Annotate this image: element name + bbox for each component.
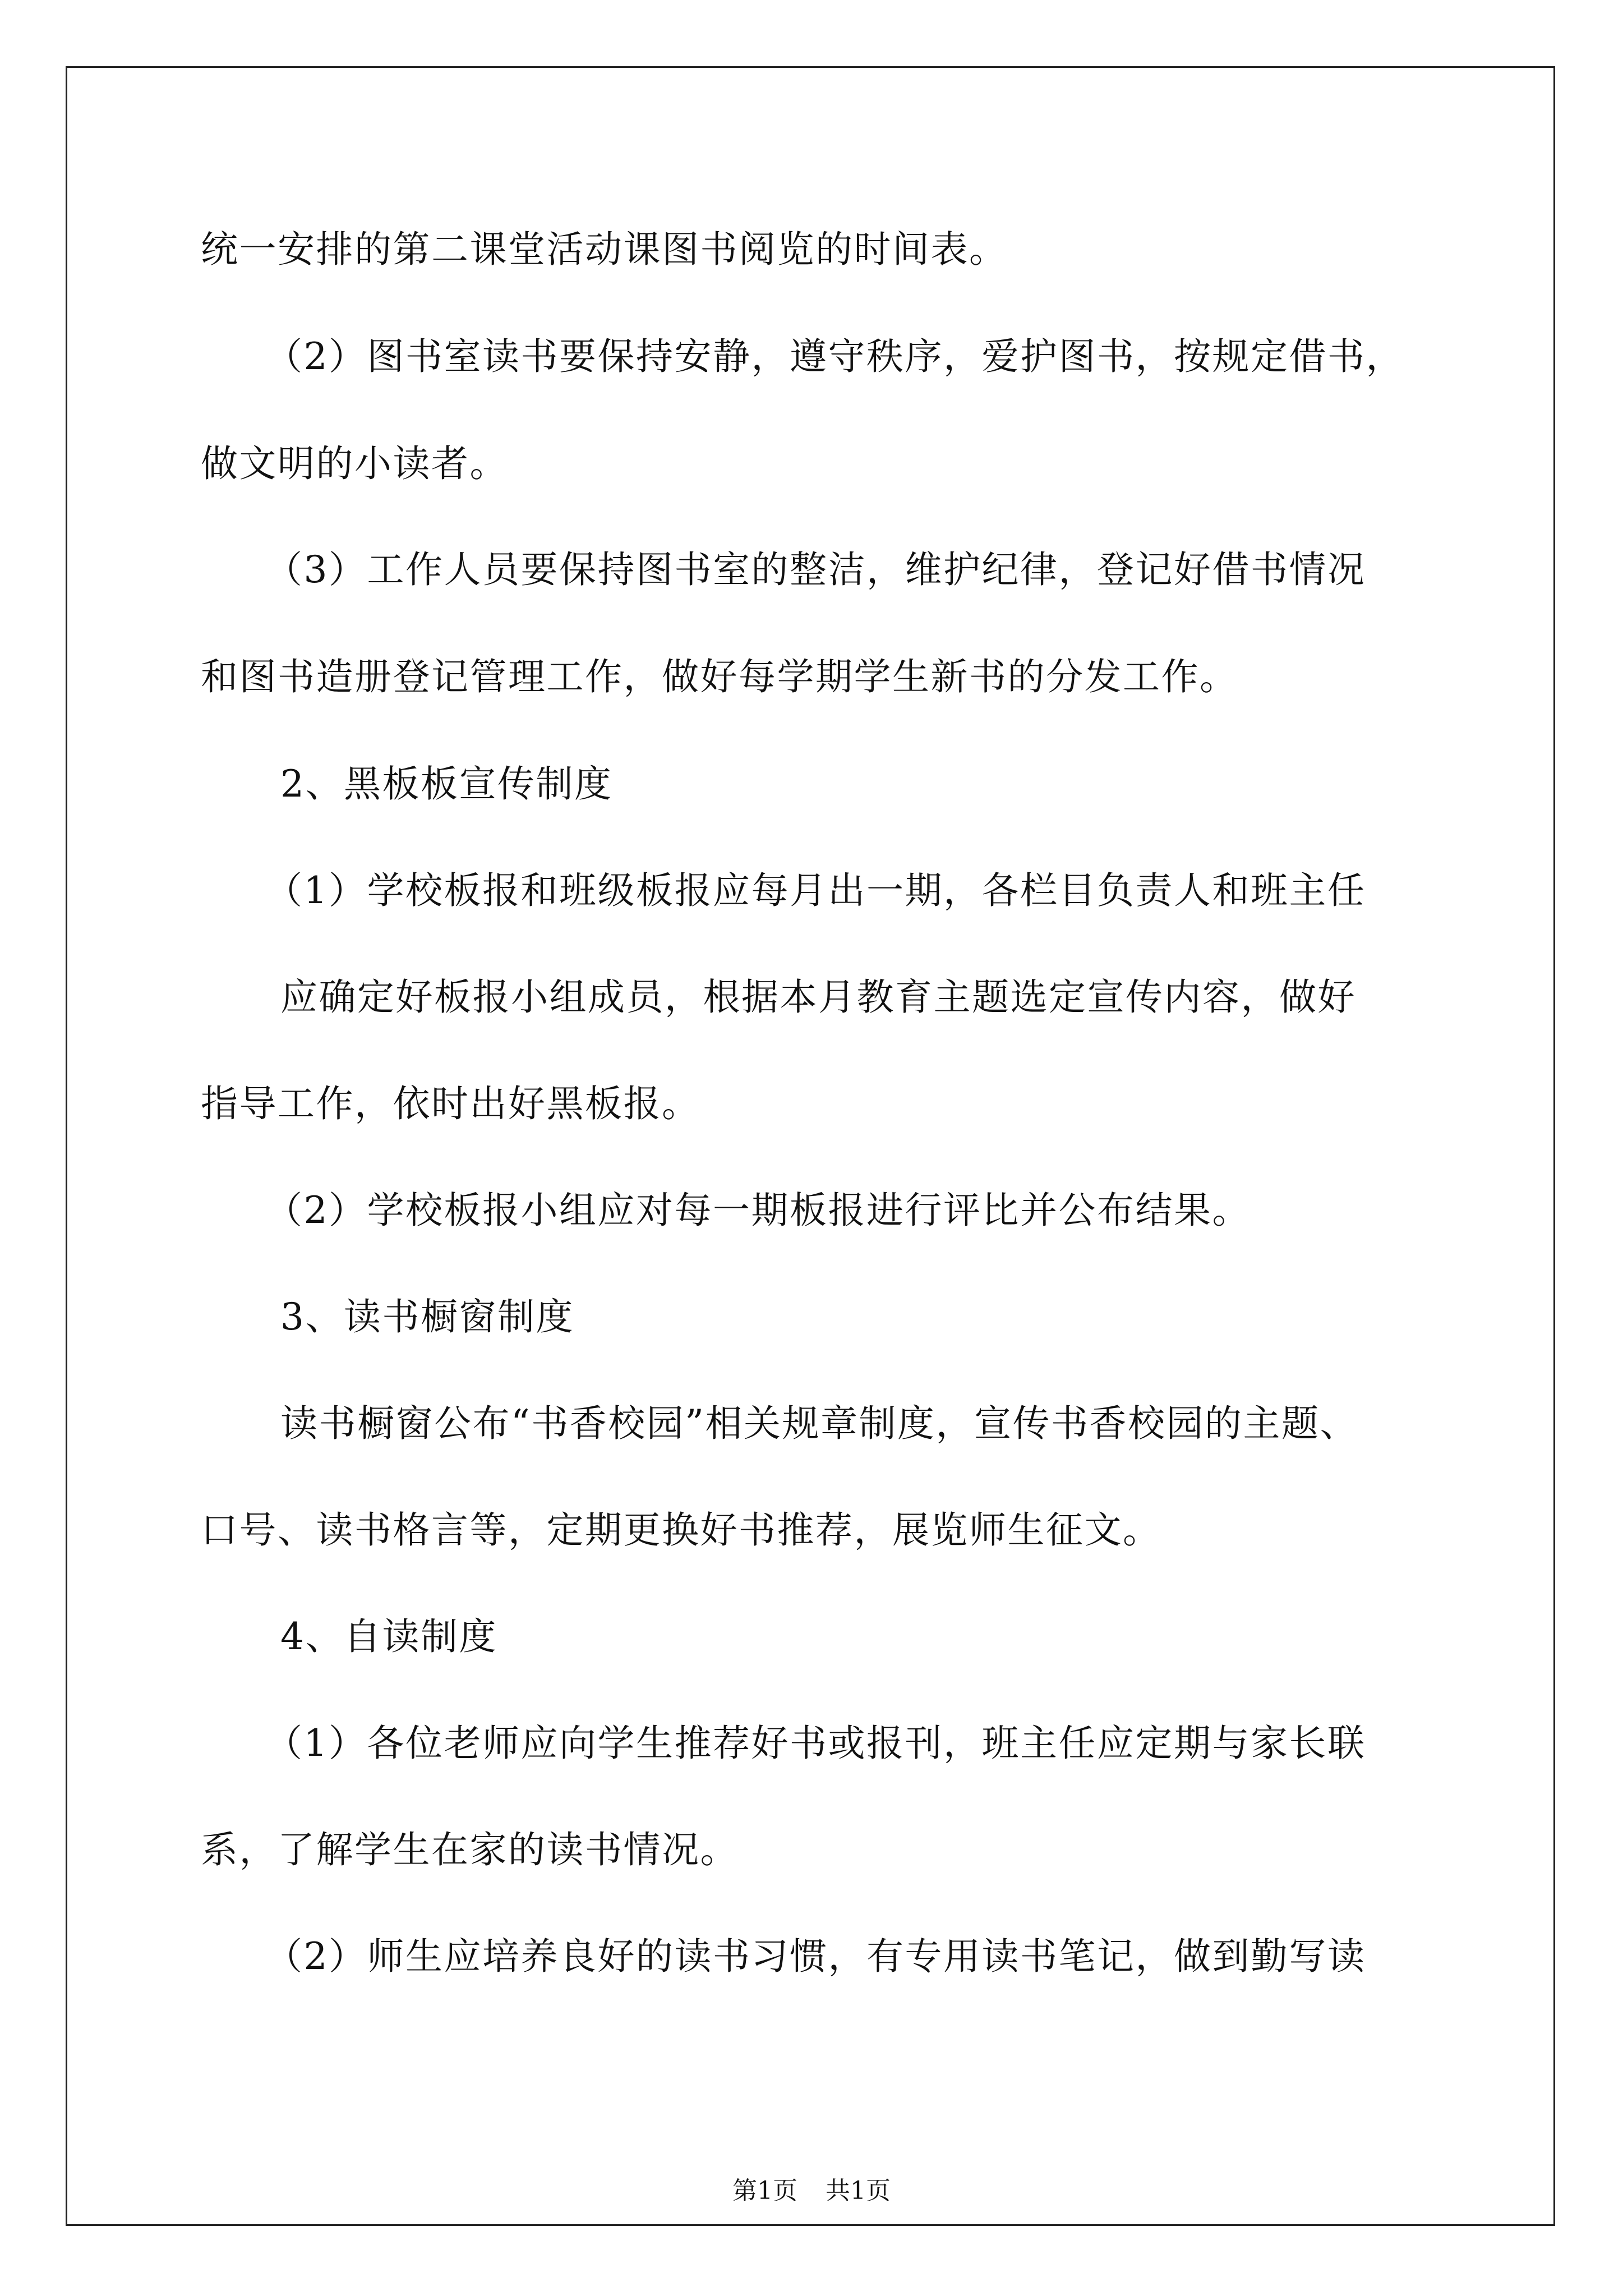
page-border [66,66,1555,2226]
section-heading-2: 2、黑板板宣传制度 [280,762,613,806]
page-footer [0,2179,1623,2203]
text-line-3: 做文明的小读者。 [201,442,508,485]
text-line-9: 指导工作，依时出好黑板报。 [201,1082,700,1125]
section-heading-3: 3、读书橱窗制度 [280,1295,574,1338]
section-heading-4: 4、自读制度 [280,1615,497,1658]
text-line-10: （2）学校板报小组应对每一期板报进行评比并公布结果。 [265,1189,1251,1232]
text-line-1: 统一安排的第二课堂活动课图书阅览的时间表。 [201,228,1008,271]
text-line-8: 应确定好板报小组成员，根据本月教育主题选定宣传内容，做好 [280,976,1356,1019]
text-line-4: （3）工作人员要保持图书室的整洁，维护纪律，登记好借书情况 [265,548,1366,591]
page-number-current: 第1页 [732,2177,797,2205]
text-line-5: 和图书造册登记管理工作，做好每学期学生新书的分发工作。 [201,655,1238,698]
text-line-13: 口号、读书格言等，定期更换好书推荐，展览师生征文。 [201,1508,1161,1552]
text-line-2: （2）图书室读书要保持安静，遵守秩序，爱护图书，按规定借书， [265,335,1404,378]
text-line-16: 系，了解学生在家的读书情况。 [201,1828,739,1871]
text-line-15: （1）各位老师应向学生推荐好书或报刊，班主任应定期与家长联 [265,1722,1366,1765]
text-line-7: （1）学校板报和班级板报应每月出一期，各栏目负责人和班主任 [265,869,1366,912]
text-line-12: 读书橱窗公布“书香校园”相关规章制度，宣传书香校园的主题、 [280,1402,1358,1445]
text-line-17: （2）师生应培养良好的读书习惯，有专用读书笔记，做到勤写读 [265,1935,1366,1978]
page-number-total: 共1页 [826,2177,891,2205]
